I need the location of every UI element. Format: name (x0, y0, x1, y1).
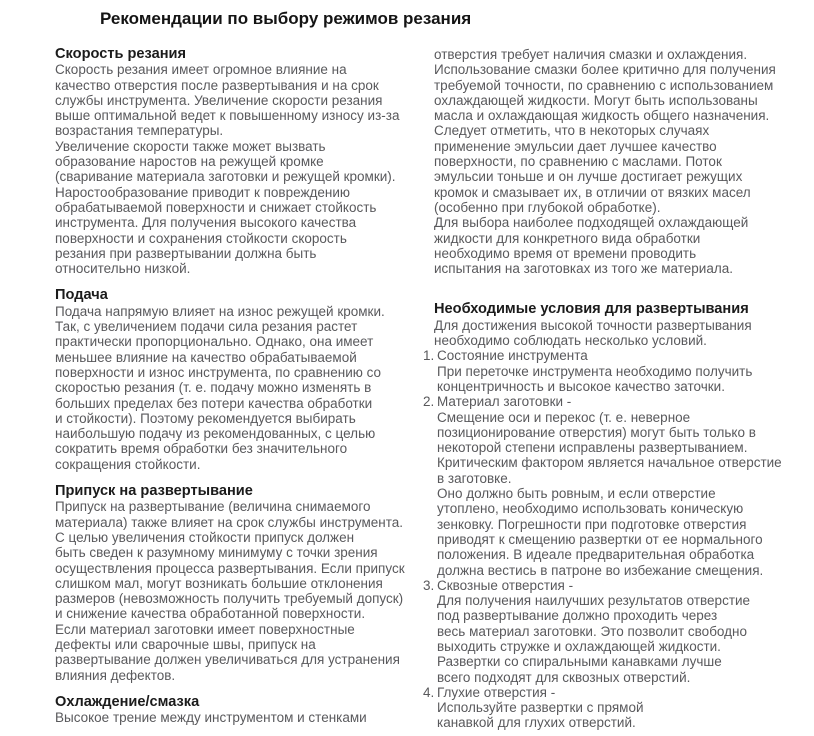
numbered-item (423, 685, 814, 731)
text-line: всего подходят для сквозных отверстий. (437, 669, 691, 685)
text-line: службы инструмента. Увеличение скорости резания (55, 92, 383, 108)
text-line: (особенно при глубокой обработке). (434, 199, 661, 215)
text-line: практически пропорционально. Однако, она имеет (55, 334, 374, 350)
text-line: канавкой для глухих отверстий. (437, 715, 636, 731)
text-line: Так, с увеличением подачи сила резания растет (55, 319, 358, 335)
section-cutting-speed (55, 47, 431, 276)
right-column (423, 47, 814, 731)
text-line: выше оптимальной ведет к повышенному износу из-за (55, 108, 400, 124)
text-line: сократить время обработки без значительного (55, 441, 348, 457)
text-line: эмульсии тоньше и он лучше достигает режущих (434, 169, 743, 185)
item-number: 2. (423, 394, 435, 410)
text-line: позиционирование отверстия) могут быть только в (437, 424, 756, 440)
text-line: испытания на заготовках из того же материала. (434, 261, 733, 277)
text-line: зенковку. Погрешности при подготовке отверстия (437, 516, 747, 532)
text-line: необходимо соблюдать несколько условий. (434, 333, 707, 349)
text-line: выходить стружке и охлаждающей жидкости. (437, 638, 721, 654)
text-line: влияния дефектов. (55, 667, 176, 683)
text-line: Увеличение скорости также может вызвать (55, 138, 326, 154)
text-line: применение эмульсии дает лучшее качество (434, 138, 717, 154)
section-reaming-conditions (423, 301, 814, 731)
text-line: Для достижения высокой точности развертывания (434, 317, 752, 333)
numbered-item (423, 578, 814, 685)
text-line: концентричность и высокое качество заточки. (437, 378, 725, 394)
text-line: С целью увеличения стойкости припуск должен (55, 529, 355, 545)
text-line: Следует отметить, что в некоторых случаях (434, 123, 710, 139)
text-line: скоростью резания (т. е. подачу можно изменять в (55, 380, 372, 396)
text-line: отверстия требует наличия смазки и охлаждения. (434, 47, 748, 62)
text-line: больших пределах без потери качества обработки (55, 395, 373, 411)
text-line: масла и охлаждающая жидкость общего назначения. (434, 108, 770, 124)
text-line: под развертывание должно проходить через (437, 608, 718, 624)
text-line: быть сведен к разумному минимуму с точки зрения (55, 545, 378, 561)
item-body (437, 394, 814, 578)
text-line: При переточке инструмента необходимо получить (437, 363, 753, 379)
item-number: 3. (423, 577, 435, 593)
item-body (437, 578, 814, 685)
text-line: наибольшую подачу из рекомендованных, с целью (55, 426, 376, 442)
text-line: Припуск на развертывание (величина снимаемого (55, 499, 371, 515)
text-line: положения. В идеале предварительная обработка (437, 547, 755, 563)
text-line: Для выбора наиболее подходящей охлаждающей (434, 215, 749, 231)
left-column (55, 47, 431, 725)
text-line: Высокое трение между инструментом и стенками (55, 710, 367, 726)
section-heading: Охлаждение/смазка (55, 693, 200, 710)
item-number: 1. (423, 348, 435, 364)
numbered-item (423, 348, 814, 394)
text-line: весь материал заготовки. Это позволит свободно (437, 623, 747, 639)
text-line: Скорость резания имеет огромное влияние на (55, 62, 347, 78)
text-line: обрабатываемой поверхности и снижает стойкость (55, 199, 377, 215)
text-line: дефекты или сварочные швы, припуск на (55, 636, 316, 652)
text-line: развертывание должен увеличиваться для устранения (55, 652, 400, 668)
text-line: утоплено, необходимо использовать коническую (437, 501, 744, 517)
section-feed (55, 288, 431, 472)
text-line: Наростообразование приводит к повреждению (55, 184, 350, 200)
text-line: Смещение оси и перекос (т. е. неверное (437, 409, 691, 425)
text-line: Сквозные отверстия - (437, 577, 574, 593)
text-line: размеров (невозможность получить требуемый допуск) (55, 591, 404, 607)
item-body (437, 348, 814, 394)
text-line: Для получения наилучших результатов отверстие (437, 593, 751, 609)
text-line: качество отверстия после развертывания и на срок (55, 77, 379, 93)
text-line: должна вестись в патроне во избежание смещения. (437, 562, 764, 578)
numbered-item (423, 394, 814, 578)
text-line: меньшее влияние на качество обрабатываемой (55, 349, 357, 365)
section-heading: Необходимые условия для развертывания (434, 301, 749, 318)
text-line: осуществления процесса развертывания. Если припуск (55, 560, 405, 576)
text-line: Глухие отверстия - (437, 684, 556, 700)
item-number: 4. (423, 684, 435, 700)
text-line: поверхности и сохранения стойкости скорость (55, 230, 347, 246)
text-line: Использование смазки более критично для получения (434, 62, 776, 78)
text-line: необходимо время от времени проводить (434, 245, 697, 261)
text-line: (сваривание материала заготовки и режущей кромки). (55, 169, 396, 185)
text-line: сокращения стойкости. (55, 456, 201, 472)
page-title: Рекомендации по выбору режимов резания (100, 9, 472, 28)
text-line: Критическим фактором является начальное отверстие (437, 455, 782, 471)
text-line: Состояние инструмента (437, 348, 588, 364)
text-line: жидкости для конкретного вида обработки (434, 230, 701, 246)
text-line: и стойкости). Поэтому рекомендуется выбирать (55, 410, 356, 426)
text-line: охлаждающей жидкости. Могут быть использованы (434, 92, 758, 108)
text-line: некоторой степени исправлены развертыванием. (437, 440, 748, 456)
text-line: Материал заготовки - (437, 394, 572, 410)
text-line: поверхности, по сравнению с маслами. Поток (434, 154, 722, 170)
text-line: Если материал заготовки имеет поверхностные (55, 621, 355, 637)
text-line: кромок и смазывает их, в отличии от вязких масел (434, 184, 751, 200)
section-reaming-allowance (55, 484, 431, 683)
text-line: инструмента. Для получения высокого качества (55, 215, 357, 231)
item-body (437, 685, 814, 731)
text-line: и снижение качества обработанной поверхности. (55, 606, 366, 622)
section-heading: Припуск на развертывание (55, 483, 253, 500)
text-line: поверхности и износ инструмента, по сравнению со (55, 364, 382, 380)
text-line: Развертки со спиральными канавками лучше (437, 654, 722, 670)
section-heading: Подача (55, 287, 108, 304)
text-line: слишком мал, могут возникать большие отклонения (55, 575, 383, 591)
text-line: Подача напрямую влияет на износ режущей кромки. (55, 303, 385, 319)
section-cooling-lubrication-continued (434, 47, 814, 276)
section-heading: Скорость резания (55, 46, 187, 62)
section-cooling-lubrication (55, 695, 431, 726)
text-line: возрастания температуры. (55, 123, 224, 139)
text-line: материала) также влияет на срок службы инструмента. (55, 514, 403, 530)
text-line: относительно низкой. (55, 261, 191, 277)
text-line: требуемой точности, по сравнению с использованием (434, 77, 774, 93)
text-line: приводят к смещению развертки от ее нормального (437, 531, 763, 547)
text-line: резания при развертывании должна быть (55, 245, 317, 261)
text-line: Оно должно быть ровным, и если отверстие (437, 486, 716, 502)
text-line: в заготовке. (437, 470, 512, 486)
text-line: Используйте развертки с прямой (437, 700, 644, 716)
text-line: образование наростов на режущей кромке (55, 154, 324, 170)
